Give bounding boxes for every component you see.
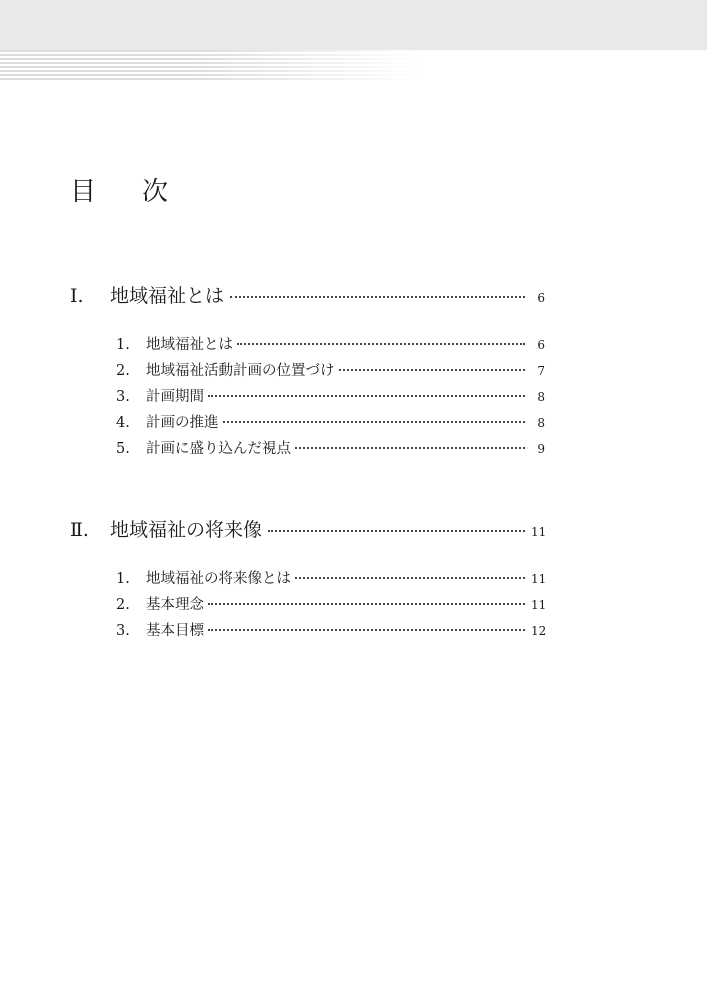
toc-section-2 [70,516,545,644]
section-number: Ⅱ. [70,519,89,541]
page-number: 8 [537,390,545,404]
page-number: 7 [537,364,545,378]
dot-leader [230,296,525,298]
toc-item[interactable] [116,618,545,644]
dot-leader [208,395,525,397]
toc-item[interactable] [116,358,545,384]
page-number: 8 [537,416,545,430]
page-number: 11 [531,525,547,539]
toc-item[interactable] [116,384,545,410]
dot-leader [208,629,525,631]
page-number: 9 [537,442,545,456]
page-title [70,176,168,208]
item-title: 基本目標 [146,623,204,639]
item-number: 5. [116,441,130,457]
item-title: 基本理念 [146,597,204,613]
toc-items [116,332,545,462]
toc-item[interactable] [116,332,545,358]
item-title: 地域福祉活動計画の位置づけ [146,363,335,379]
item-number: 4. [116,415,130,431]
toc-section-1 [70,282,545,462]
item-number: 3. [116,389,130,405]
toc-item[interactable] [116,410,545,436]
item-title: 地域福祉とは [146,337,233,353]
dot-leader [295,577,525,579]
page-number: 6 [537,338,545,352]
toc-section-heading[interactable] [70,516,545,546]
item-title: 計画期間 [146,389,204,405]
toc-section-heading[interactable] [70,282,545,312]
dot-leader [295,447,525,449]
section-number: Ⅰ. [70,285,84,307]
dot-leader [339,369,526,371]
toc-item[interactable] [116,566,545,592]
item-number: 3. [116,623,130,639]
toc-item[interactable] [116,592,545,618]
item-number: 1. [116,571,130,587]
dot-leader [223,421,526,423]
dot-leader [268,530,525,532]
header-band [0,0,707,50]
section-title: 地域福祉の将来像 [110,519,263,541]
header-stripes [0,50,420,80]
toc-items [116,566,545,644]
dot-leader [208,603,525,605]
item-title: 地域福祉の将来像とは [146,571,291,587]
toc-item[interactable] [116,436,545,462]
page-number: 12 [531,624,547,638]
page-number: 6 [537,291,545,305]
item-number: 2. [116,597,130,613]
section-title: 地域福祉とは [110,285,225,307]
page-number: 11 [531,598,547,612]
page-number: 11 [531,572,547,586]
item-number: 2. [116,363,130,379]
page-title-part-1: 目 [70,177,97,207]
item-title: 計画に盛り込んだ視点 [146,441,291,457]
dot-leader [237,343,525,345]
page-title-part-2: 次 [142,177,169,207]
item-number: 1. [116,337,130,353]
item-title: 計画の推進 [146,415,219,431]
